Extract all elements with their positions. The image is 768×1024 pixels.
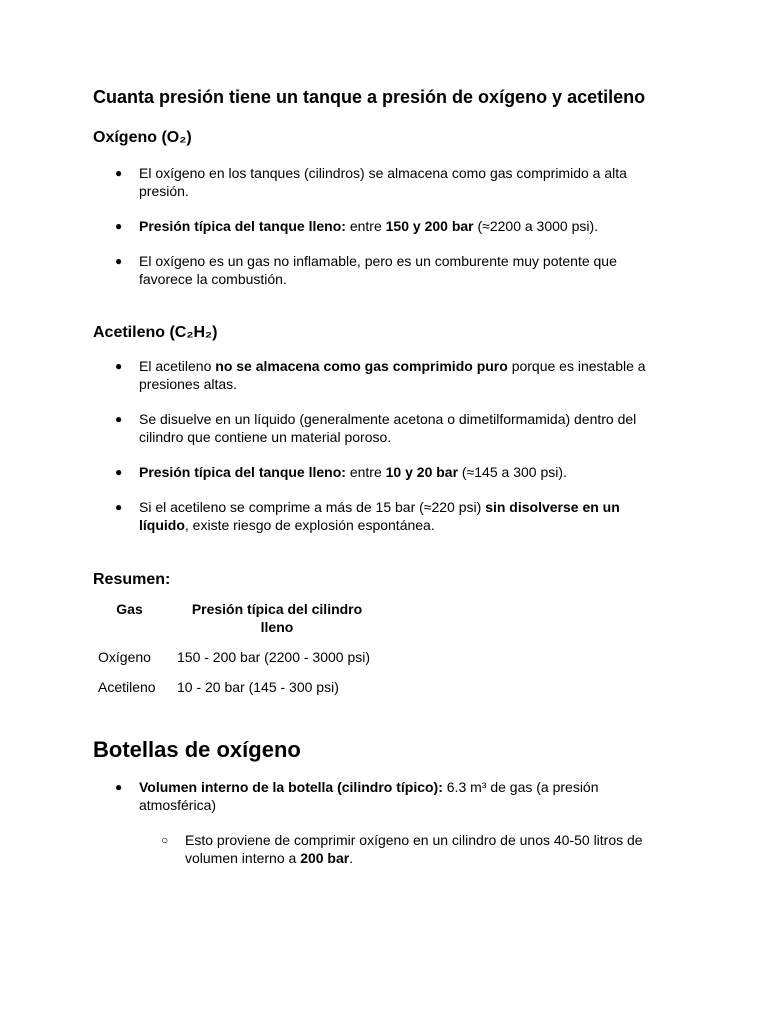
list-item-text: 6.3 m³ de gas (a presión atmosférica) xyxy=(139,779,599,813)
list-item-text: Esto proviene de comprimir oxígeno en un cilindro de unos 40-50 litros de volumen interno a xyxy=(185,832,643,866)
gas-cell: Oxígeno xyxy=(98,649,151,665)
bottles-sublist xyxy=(93,831,663,867)
table-header-row xyxy=(92,600,383,636)
list-item-text: Si el acetileno se comprime a más de 15 bar (≈220 psi) xyxy=(139,499,486,515)
list-item xyxy=(93,463,663,481)
bullet-icon: ● xyxy=(115,219,123,233)
list-item-bold: 200 bar xyxy=(300,850,350,866)
list-item xyxy=(93,778,663,814)
oxygen-heading: Oxígeno (O₂) xyxy=(93,129,192,146)
acetylene-list xyxy=(93,357,663,534)
list-item-bold: Volumen interno de la botella (cilindro típico): xyxy=(139,779,443,795)
list-item xyxy=(93,252,663,288)
list-item xyxy=(93,498,663,534)
bullet-icon: ● xyxy=(115,780,123,794)
list-item xyxy=(93,410,663,446)
list-item-text: entre xyxy=(345,218,386,234)
table-row xyxy=(92,636,383,666)
list-item-text: (≈145 a 300 psi). xyxy=(458,464,567,480)
document-title: Cuanta presión tiene un tanque a presión de oxígeno y acetileno xyxy=(93,87,646,107)
list-item-text: Se disuelve en un líquido (generalmente acetona o dimetilformamida) dentro del cilindro que contiene un material poroso. xyxy=(139,411,637,445)
bullet-icon: ● xyxy=(115,166,123,180)
bottles-heading: Botellas de oxígeno xyxy=(93,737,301,762)
circle-bullet-icon: ○ xyxy=(161,833,169,847)
list-item-bold: sin disolverse en un líquido xyxy=(139,499,620,533)
col-pressure-header: Presión típica del cilindro lleno xyxy=(191,601,363,635)
list-item-bold: 150 y 200 bar xyxy=(385,218,474,234)
list-item-text: porque es inestable a presiones altas. xyxy=(139,358,646,392)
pressure-cell: 10 - 20 bar (145 - 300 psi) xyxy=(177,679,339,695)
gas-cell: Acetileno xyxy=(98,679,156,695)
acetylene-heading: Acetileno (C₂H₂) xyxy=(93,324,218,341)
list-item-text: , existe riesgo de explosión espontánea. xyxy=(184,517,435,533)
list-item-bold: no se almacena como gas comprimido puro xyxy=(215,358,508,374)
bullet-icon: ● xyxy=(115,412,123,426)
oxygen-list xyxy=(93,164,663,288)
table-row xyxy=(92,666,383,696)
bottles-list xyxy=(93,778,663,814)
document-page xyxy=(93,86,663,867)
summary-table xyxy=(92,600,383,696)
list-item-text: entre xyxy=(345,464,386,480)
list-item xyxy=(93,357,663,393)
summary-heading: Resumen: xyxy=(93,571,171,588)
list-item-text: El acetileno xyxy=(139,358,216,374)
list-item-bold: 10 y 20 bar xyxy=(385,464,459,480)
list-item-text: . xyxy=(349,850,354,866)
col-gas-header: Gas xyxy=(116,601,143,617)
bullet-icon: ● xyxy=(115,465,123,479)
list-item xyxy=(93,831,663,867)
list-item-text: El oxígeno en los tanques (cilindros) se almacena como gas comprimido a alta presión. xyxy=(139,165,627,199)
list-item xyxy=(93,217,663,235)
bullet-icon: ● xyxy=(115,359,123,373)
pressure-cell: 150 - 200 bar (2200 - 3000 psi) xyxy=(177,649,371,665)
bullet-icon: ● xyxy=(115,500,123,514)
list-item-bold: Presión típica del tanque lleno: xyxy=(139,464,346,480)
list-item-bold: Presión típica del tanque lleno: xyxy=(139,218,346,234)
list-item-text: (≈2200 a 3000 psi). xyxy=(473,218,599,234)
bullet-icon: ● xyxy=(115,254,123,268)
list-item xyxy=(93,164,663,200)
list-item-text: El oxígeno es un gas no inflamable, pero es un comburente muy potente que favorece la combustión. xyxy=(139,253,617,287)
